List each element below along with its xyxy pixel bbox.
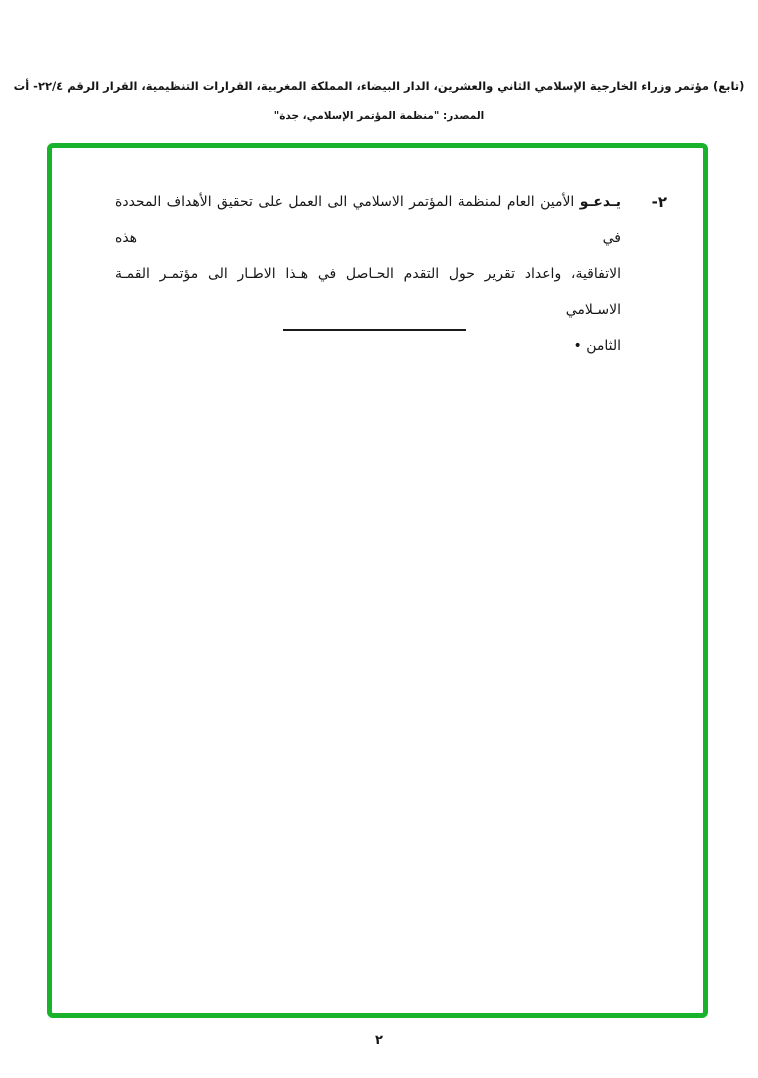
header-line-1: (تابع) مؤتمر وزراء الخارجية الإسلامي الثاني والعشرين، الدار البيضاء، المملكة المغربية، القرارات التنظيمية، القرار الرقم ٢٢/٤- أت	[13, 79, 745, 93]
paragraph-line-3: الثامن •	[573, 338, 621, 354]
paragraph-lead-word: يـدعـو	[579, 194, 621, 210]
page-number: ٢	[375, 1033, 383, 1048]
paragraph-line-1-text: الأمين العام لمنظمة المؤتمر الاسلامي الى العمل على تحقيق الأهداف المحددة في هذه	[115, 194, 621, 246]
end-divider-rule	[283, 329, 466, 331]
header-source-line: المصدر: "منظمة المؤتمر الإسلامي، جدة"	[273, 110, 485, 122]
paragraph-line-2: الاتفاقية، واعداد تقرير حول التقدم الحـاصل في هـذا الاطـار الى مؤتمـر القمـة الاسـلامي	[115, 266, 621, 318]
paragraph-line-1	[115, 184, 621, 256]
paragraph-number: ٢-	[651, 193, 667, 211]
resolution-paragraph	[115, 184, 667, 364]
paragraph-text	[115, 184, 621, 364]
